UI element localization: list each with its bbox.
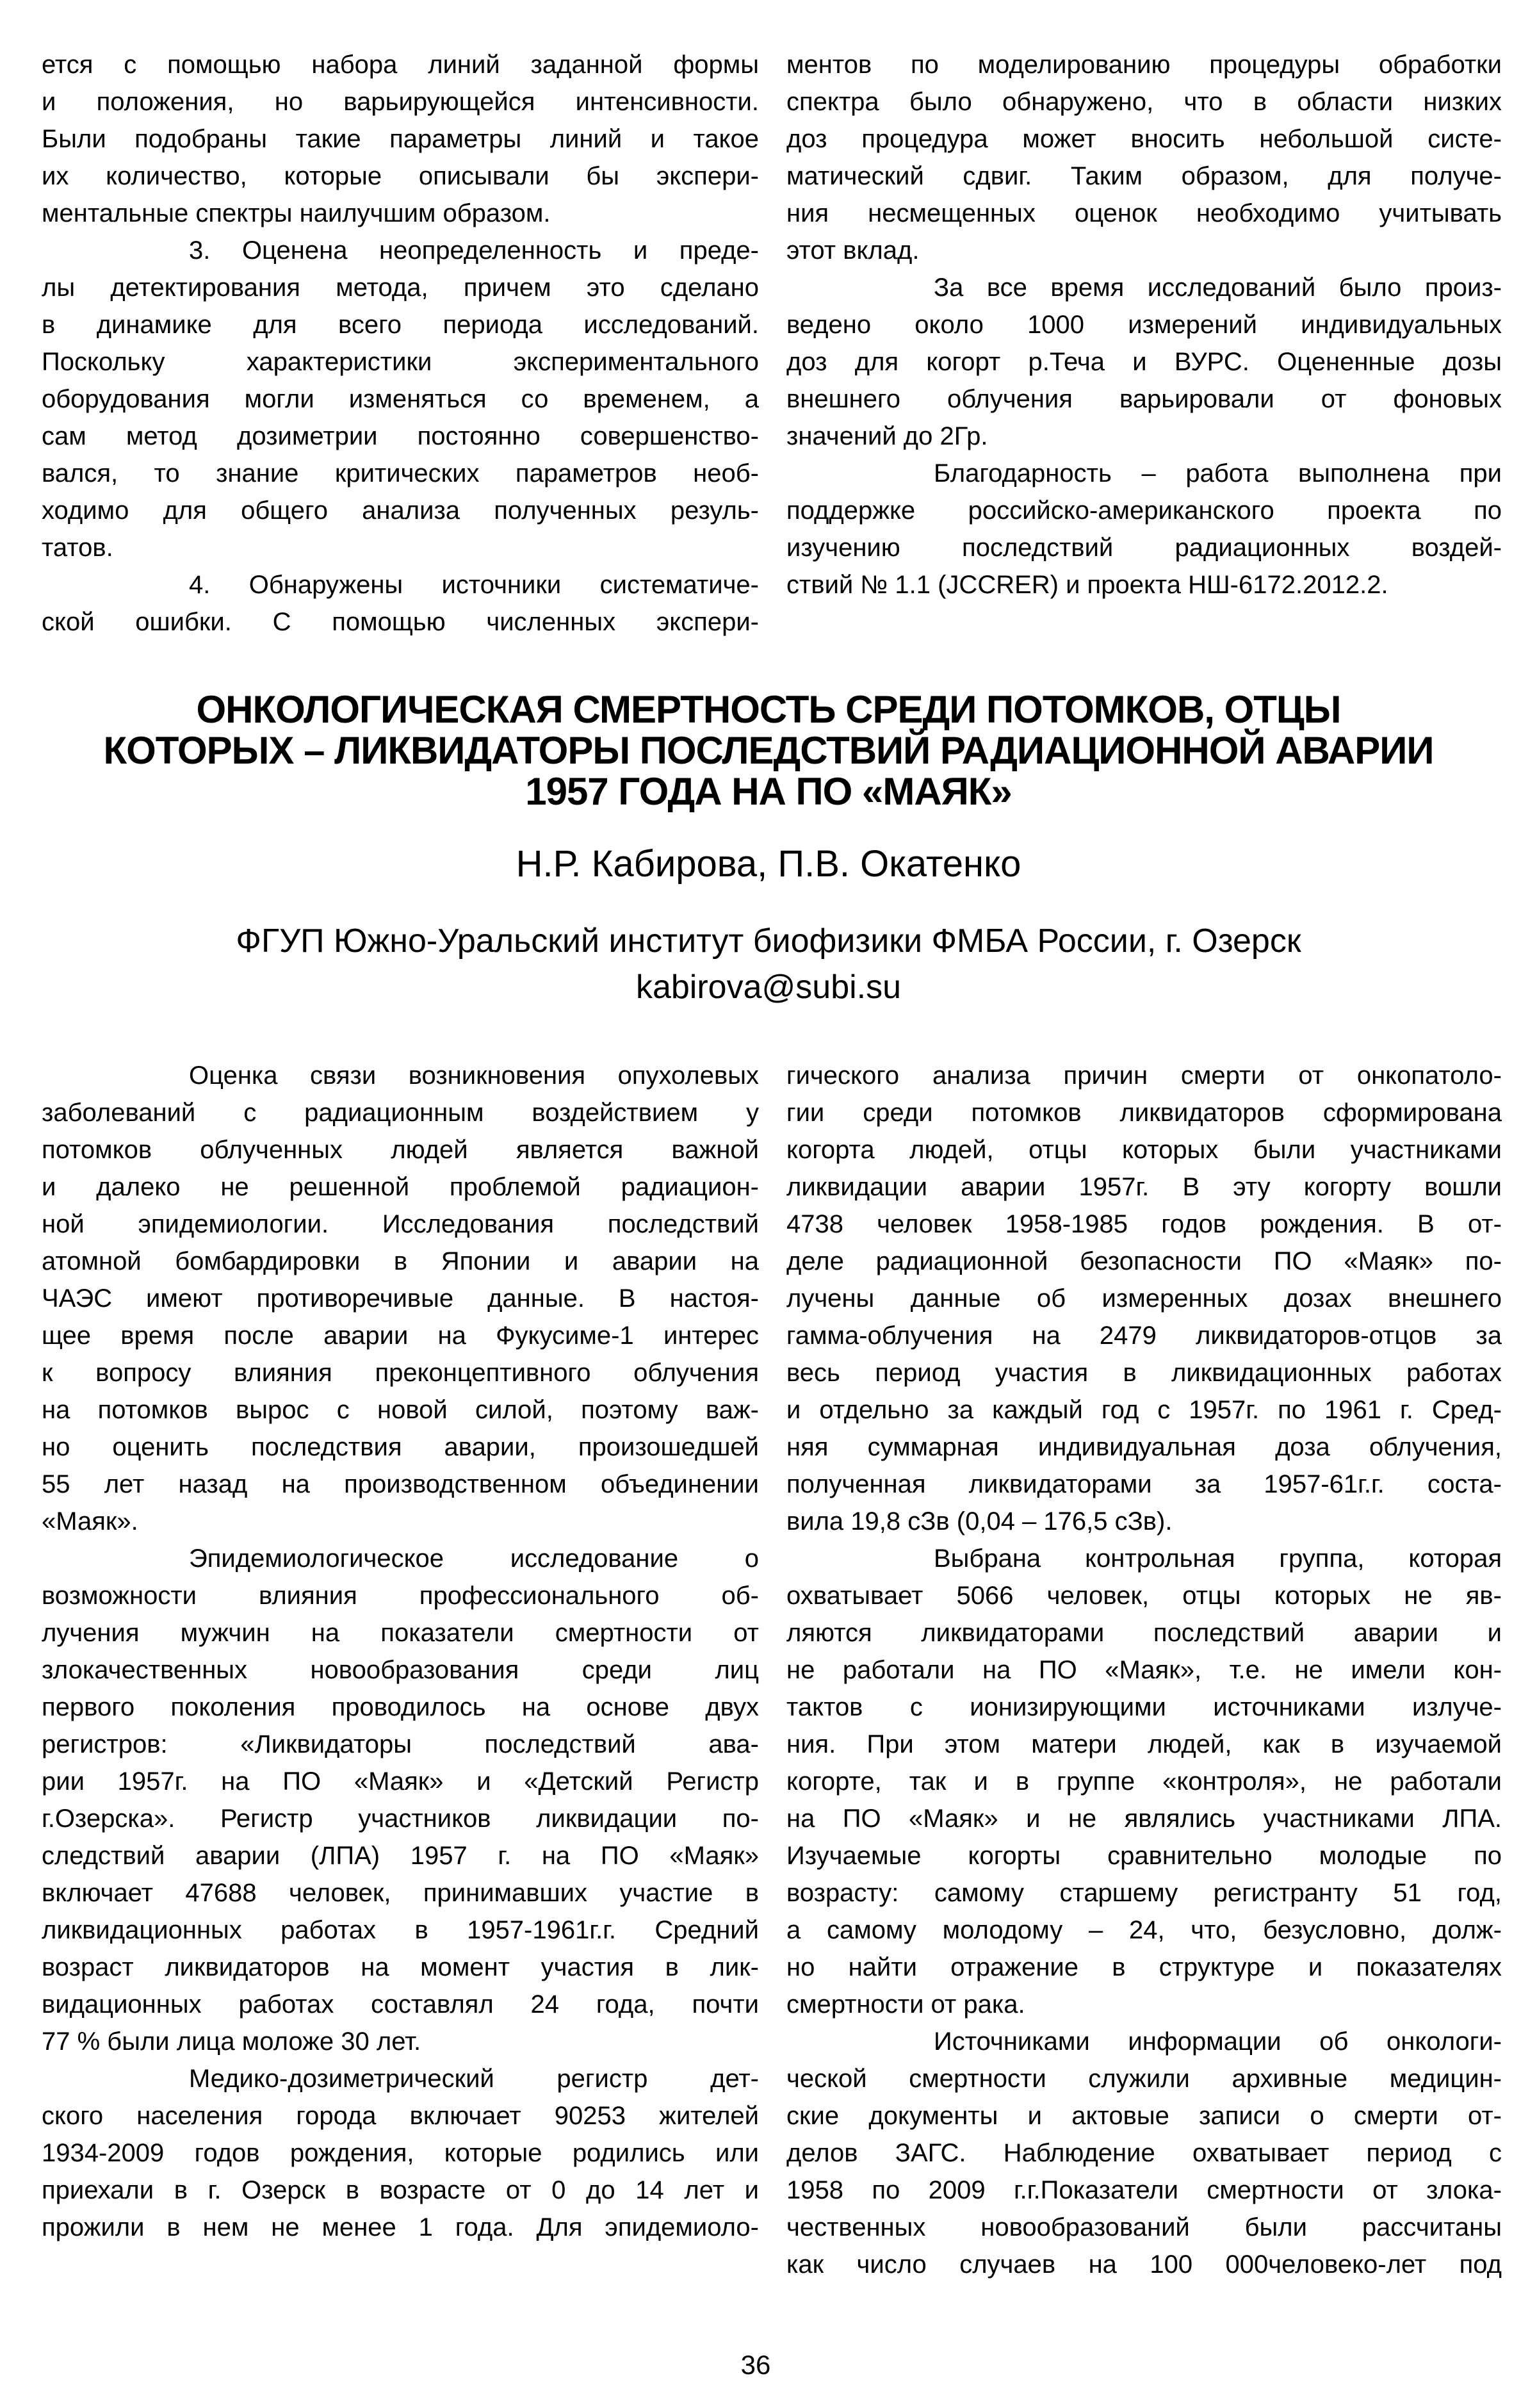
text-line: щее время после аварии на Фукусиме-1 интерес (42, 1322, 759, 1350)
text-line: весь период участия в ликвидационных работах (786, 1359, 1502, 1387)
text-line: охватывает 5066 человек, отцы которых не яв- (786, 1582, 1502, 1610)
text-line: Выбрана контрольная группа, которая (934, 1544, 1502, 1573)
text-line: регистров: «Ликвидаторы последствий ава- (42, 1730, 759, 1758)
text-line: на ПО «Маяк» и не являлись участниками ЛПА. (786, 1805, 1502, 1833)
text-line: ляются ликвидаторами последствий аварии и (786, 1619, 1502, 1647)
text-line: Были подобраны такие параметры линий и такое (42, 125, 759, 153)
text-line: когорта людей, отцы которых были участниками (786, 1136, 1502, 1164)
text-line: изучению последствий радиационных воздей- (786, 534, 1502, 562)
text-line: и положения, но варьирующейся интенсивности. (42, 88, 759, 116)
article-left-column (42, 1057, 759, 2246)
text-line: делов ЗАГС. Наблюдение охватывает период с (786, 2139, 1502, 2167)
text-line: и отдельно за каждый год с 1957г. по 1961 г. Сред- (786, 1396, 1502, 1424)
text-line: злокачественных новообразования среди лиц (42, 1656, 759, 1684)
text-line: деле радиационной безопасности ПО «Маяк» по- (786, 1247, 1502, 1275)
text-line: Благодарность – работа выполнена при (934, 459, 1502, 487)
text-line: Изучаемые когорты сравнительно молодые по (786, 1842, 1502, 1870)
text-line: потомков облученных людей является важной (42, 1136, 759, 1164)
text-line: 3. Оценена неопределенность и преде- (189, 236, 759, 265)
text-line: не работали на ПО «Маяк», т.е. не имели кон- (786, 1656, 1502, 1684)
text-line: доз процедура может вносить небольшой систе- (786, 125, 1502, 153)
text-line: а самому молодому – 24, что, безусловно, долж- (786, 1916, 1502, 1944)
text-line: гии среди потомков ликвидаторов сформирована (786, 1099, 1502, 1127)
text-line: 1958 по 2009 г.г.Показатели смертности от злока- (786, 2176, 1502, 2204)
text-line: как число случаев на 100 000человеко-лет под (786, 2250, 1502, 2279)
text-line: ведено около 1000 измерений индивидуальных (786, 311, 1502, 339)
text-line: но оценить последствия аварии, произошедшей (42, 1433, 759, 1461)
article-authors: Н.Р. Кабирова, П.В. Окатенко (516, 843, 1021, 885)
text-line: ликвидации аварии 1957г. В эту когорту вошли (786, 1173, 1502, 1201)
text-line: возрасту: самому старшему регистранту 51 год, (786, 1879, 1502, 1907)
text-line: возможности влияния профессионального об- (42, 1582, 759, 1610)
text-line: спектра было обнаружено, что в области низких (786, 88, 1502, 116)
article-title-line: ОНКОЛОГИЧЕСКАЯ СМЕРТНОСТЬ СРЕДИ ПОТОМКОВ, ОТЦЫ (196, 688, 1341, 731)
text-line: этот вклад. (786, 236, 920, 265)
text-line: на потомков вырос с новой силой, поэтому важ- (42, 1396, 759, 1424)
text-line: 1934-2009 годов рождения, которые родились или (42, 2139, 759, 2167)
text-line: чественных новообразований были рассчитаны (786, 2213, 1502, 2241)
text-line: но найти отражение в структуре и показателях (786, 1953, 1502, 1981)
text-line: 77 % были лица моложе 30 лет. (42, 2027, 421, 2056)
text-line: ские документы и актовые записи о смерти от- (786, 2102, 1502, 2130)
text-line: ходимо для общего анализа полученных резуль- (42, 496, 759, 525)
text-line: ния несмещенных оценок необходимо учитывать (786, 199, 1502, 227)
text-line: оборудования могли изменяться со временем, а (42, 385, 759, 413)
text-line: когорте, так и в группе «контроля», не работали (786, 1767, 1502, 1796)
text-line: первого поколения проводилось на основе двух (42, 1693, 759, 1721)
text-line: Источниками информации об онкологи- (934, 2027, 1502, 2056)
text-line: видационных работах составлял 24 года, почти (42, 1990, 759, 2019)
text-line: ческой смертности служили архивные медицин- (786, 2065, 1502, 2093)
text-line: «Маяк». (42, 1507, 138, 1536)
text-line: к вопросу влияния преконцептивного облучения (42, 1359, 759, 1387)
text-line: матический сдвиг. Таким образом, для получе- (786, 162, 1502, 190)
text-line: Поскольку характеристики экспериментального (42, 348, 759, 376)
text-line: 55 лет назад на производственном объединении (42, 1470, 759, 1498)
article-title (0, 689, 1537, 812)
article-right-column (786, 1057, 1502, 2283)
text-line: лы детектирования метода, причем это сделано (42, 274, 759, 302)
text-line: ной эпидемиологии. Исследования последствий (42, 1210, 759, 1238)
text-line: тактов с ионизирующими источниками излуче- (786, 1693, 1502, 1721)
prev-article-left-column (42, 46, 759, 641)
text-line: смертности от рака. (786, 1990, 1025, 2019)
text-line: ется с помощью набора линий заданной формы (42, 51, 759, 79)
text-line: доз для когорт р.Теча и ВУРС. Оцененные дозы (786, 348, 1502, 376)
text-line: ЧАЭС имеют противоречивые данные. В настоя- (42, 1284, 759, 1313)
text-line: Эпидемиологическое исследование о (189, 1544, 759, 1573)
text-line: значений до 2Гр. (786, 422, 988, 450)
text-line: заболеваний с радиационным воздействием у (42, 1099, 759, 1127)
text-line: татов. (42, 534, 113, 562)
text-line: их количество, которые описывали бы экспери- (42, 162, 759, 190)
article-affiliation: ФГУП Южно-Уральский институт биофизики ФМБА России, г. Озерск (236, 922, 1301, 960)
text-line: ментальные спектры наилучшим образом. (42, 199, 551, 227)
text-line: внешнего облучения варьировали от фоновых (786, 385, 1502, 413)
text-line: ния. При этом матери людей, как в изучаемой (786, 1730, 1502, 1758)
text-line: возраст ликвидаторов на момент участия в лик- (42, 1953, 759, 1981)
text-line: За все время исследований было произ- (934, 274, 1502, 302)
text-line: Оценка связи возникновения опухолевых (189, 1061, 759, 1090)
text-line: включает 47688 человек, принимавших участие в (42, 1879, 759, 1907)
text-line: лучения мужчин на показатели смертности от (42, 1619, 759, 1647)
text-line: вила 19,8 сЗв (0,04 – 176,5 сЗв). (786, 1507, 1173, 1536)
article-title-line: 1957 ГОДА НА ПО «МАЯК» (525, 770, 1012, 813)
text-line: ского населения города включает 90253 жителей (42, 2102, 759, 2130)
text-line: приехали в г. Озерск в возрасте от 0 до 14 лет и (42, 2176, 759, 2204)
text-line: няя суммарная индивидуальная доза облучения, (786, 1433, 1502, 1461)
text-line: поддержке российско-американского проекта по (786, 496, 1502, 525)
article-email: kabirova@subi.su (635, 969, 902, 1006)
text-line: вался, то знание критических параметров необ- (42, 459, 759, 487)
text-line: и далеко не решенной проблемой радиацион- (42, 1173, 759, 1201)
text-line: 4738 человек 1958-1985 годов рождения. В от- (786, 1210, 1502, 1238)
text-line: ликвидационных работах в 1957-1961г.г. Средний (42, 1916, 759, 1944)
prev-article-right-column (786, 46, 1502, 603)
text-line: лучены данные об измеренных дозах внешнего (786, 1284, 1502, 1313)
text-line: 4. Обнаружены источники систематиче- (189, 571, 759, 599)
page-number: 36 (740, 2350, 771, 2380)
text-line: ской ошибки. С помощью численных экспери- (42, 608, 759, 636)
text-line: атомной бомбардировки в Японии и аварии на (42, 1247, 759, 1275)
text-line: ментов по моделированию процедуры обработки (786, 51, 1502, 79)
text-line: сам метод дозиметрии постоянно совершенство- (42, 422, 759, 450)
text-line: рии 1957г. на ПО «Маяк» и «Детский Регистр (42, 1767, 759, 1796)
text-line: следствий аварии (ЛПА) 1957 г. на ПО «Маяк» (42, 1842, 759, 1870)
article-title-line: КОТОРЫХ – ЛИКВИДАТОРЫ ПОСЛЕДСТВИЙ РАДИАЦИОННОЙ АВАРИИ (103, 729, 1434, 772)
text-line: полученная ликвидаторами за 1957-61г.г. соста- (786, 1470, 1502, 1498)
text-line: гического анализа причин смерти от онкопатоло- (786, 1061, 1502, 1090)
text-line: гамма-облучения на 2479 ликвидаторов-отцов за (786, 1322, 1502, 1350)
text-line: г.Озерска». Регистр участников ликвидации по- (42, 1805, 759, 1833)
text-line: в динамике для всего периода исследований. (42, 311, 759, 339)
text-line: Медико-дозиметрический регистр дет- (189, 2065, 759, 2093)
text-line: прожили в нем не менее 1 года. Для эпидемиоло- (42, 2213, 759, 2241)
text-line: ствий № 1.1 (JCCRER) и проекта НШ-6172.2012.2. (786, 571, 1388, 599)
